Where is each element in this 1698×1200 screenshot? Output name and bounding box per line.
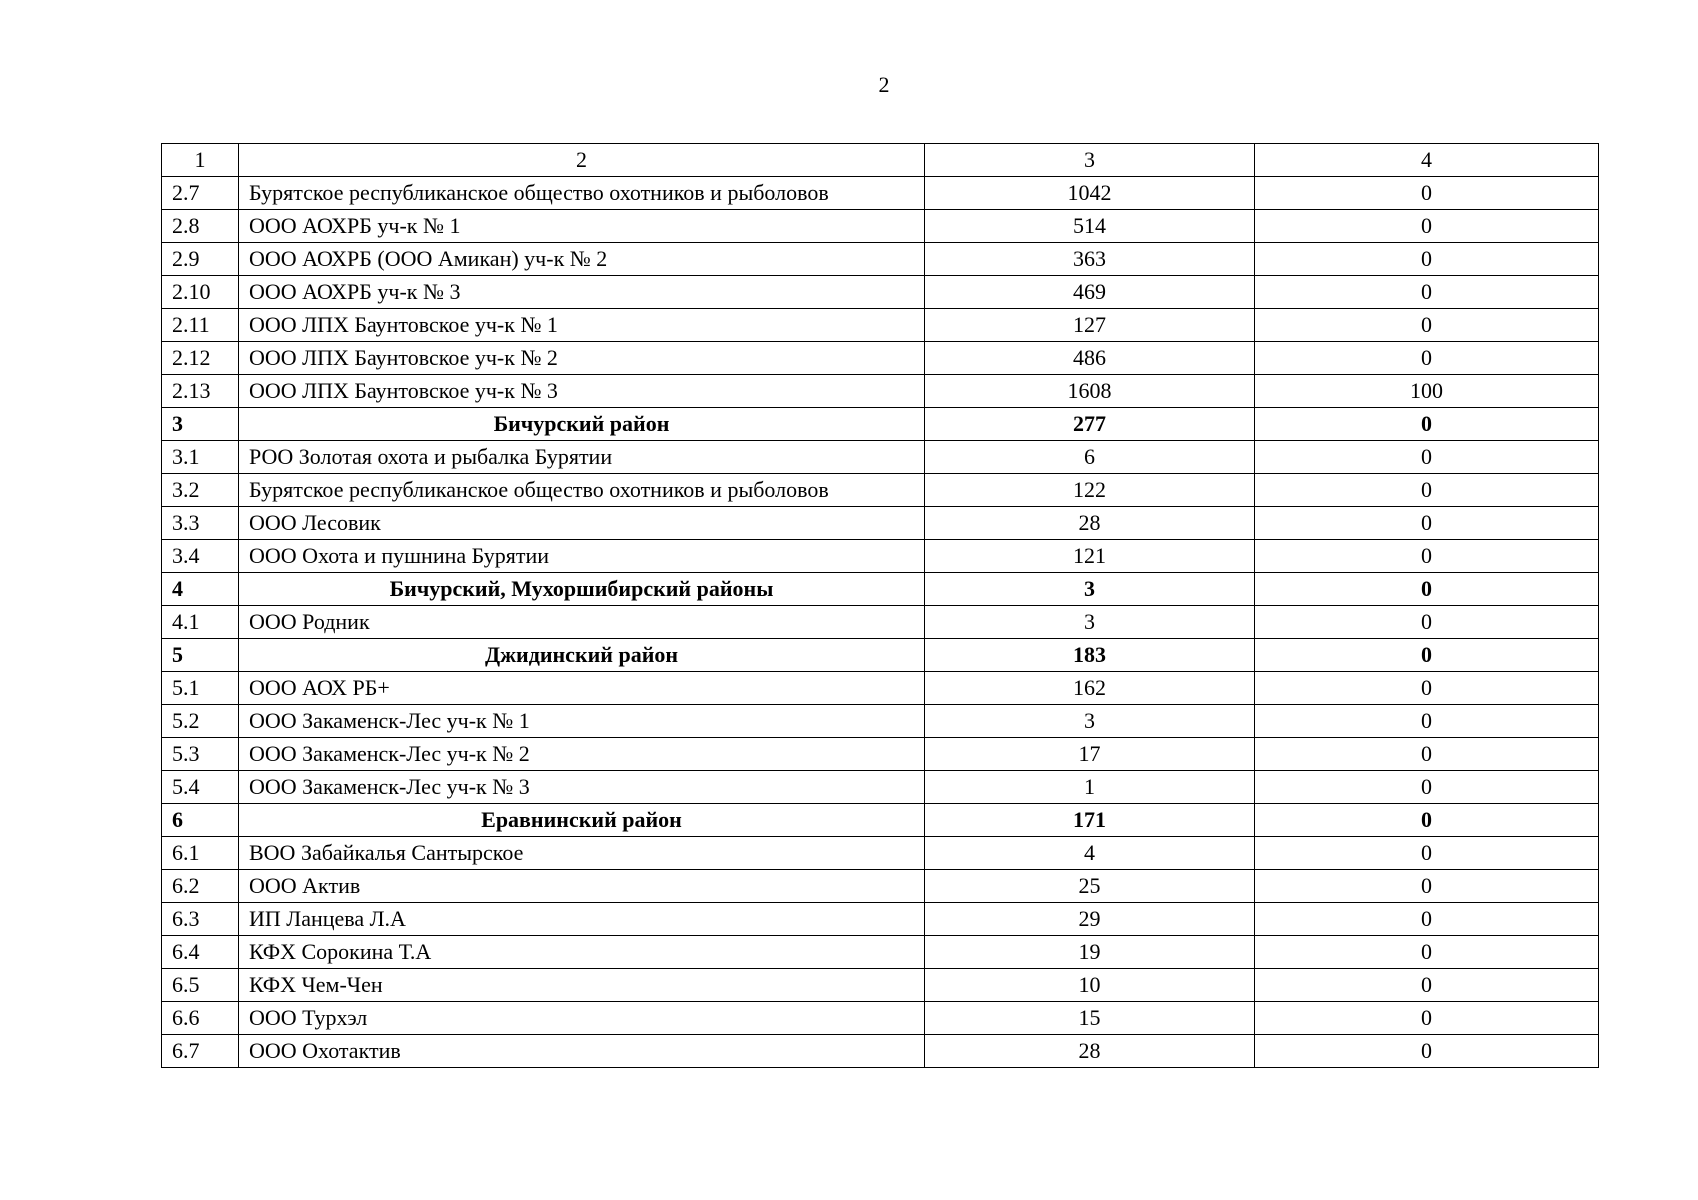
row-value-col3-cell: 277 <box>925 408 1255 441</box>
row-value-col3-cell: 183 <box>925 639 1255 672</box>
row-name-cell: Еравнинский район <box>239 804 925 837</box>
header-cell-2: 2 <box>239 144 925 177</box>
row-value-col4-cell: 0 <box>1255 210 1599 243</box>
table-row <box>162 276 1599 309</box>
row-number-cell: 6.6 <box>162 1002 239 1035</box>
row-number-cell: 5.3 <box>162 738 239 771</box>
row-value-col3-cell: 514 <box>925 210 1255 243</box>
row-value-col4-cell: 0 <box>1255 705 1599 738</box>
row-number-cell: 6.1 <box>162 837 239 870</box>
row-value-col3-cell: 469 <box>925 276 1255 309</box>
row-name-cell: ООО Закаменск-Лес уч-к № 3 <box>239 771 925 804</box>
row-value-col3-cell: 162 <box>925 672 1255 705</box>
row-name-cell: Бичурский район <box>239 408 925 441</box>
row-name-cell: ООО ЛПХ Баунтовское уч-к № 1 <box>239 309 925 342</box>
row-name-cell: ООО Закаменск-Лес уч-к № 2 <box>239 738 925 771</box>
row-value-col3-cell: 6 <box>925 441 1255 474</box>
table-row <box>162 936 1599 969</box>
row-value-col4-cell: 0 <box>1255 969 1599 1002</box>
row-number-cell: 3.1 <box>162 441 239 474</box>
row-number-cell: 2.11 <box>162 309 239 342</box>
table-row <box>162 243 1599 276</box>
row-value-col3-cell: 121 <box>925 540 1255 573</box>
table-section-row <box>162 408 1599 441</box>
row-number-cell: 3 <box>162 408 239 441</box>
data-table <box>161 143 1599 1068</box>
header-cell-3: 3 <box>925 144 1255 177</box>
table-row <box>162 210 1599 243</box>
row-value-col3-cell: 25 <box>925 870 1255 903</box>
row-value-col4-cell: 0 <box>1255 540 1599 573</box>
row-name-cell: ООО Охота и пушнина Бурятии <box>239 540 925 573</box>
row-number-cell: 5 <box>162 639 239 672</box>
row-value-col4-cell: 0 <box>1255 903 1599 936</box>
table-row <box>162 837 1599 870</box>
row-value-col4-cell: 0 <box>1255 243 1599 276</box>
row-value-col3-cell: 1 <box>925 771 1255 804</box>
row-number-cell: 4.1 <box>162 606 239 639</box>
row-value-col3-cell: 127 <box>925 309 1255 342</box>
row-value-col4-cell: 0 <box>1255 837 1599 870</box>
row-value-col3-cell: 19 <box>925 936 1255 969</box>
row-name-cell: ООО Актив <box>239 870 925 903</box>
row-value-col4-cell: 0 <box>1255 177 1599 210</box>
page-number: 2 <box>878 72 890 97</box>
row-value-col3-cell: 10 <box>925 969 1255 1002</box>
row-value-col4-cell: 0 <box>1255 672 1599 705</box>
row-number-cell: 2.10 <box>162 276 239 309</box>
row-name-cell: ООО Турхэл <box>239 1002 925 1035</box>
header-cell-1: 1 <box>162 144 239 177</box>
row-value-col4-cell: 0 <box>1255 474 1599 507</box>
table-row <box>162 441 1599 474</box>
header-row <box>162 144 1599 177</box>
row-number-cell: 4 <box>162 573 239 606</box>
row-value-col4-cell: 0 <box>1255 507 1599 540</box>
row-name-cell: РОО Золотая охота и рыбалка Бурятии <box>239 441 925 474</box>
header-cell-4: 4 <box>1255 144 1599 177</box>
row-value-col4-cell: 0 <box>1255 804 1599 837</box>
row-value-col4-cell: 0 <box>1255 276 1599 309</box>
table-row <box>162 903 1599 936</box>
row-name-cell: Бичурский, Мухоршибирский районы <box>239 573 925 606</box>
row-value-col4-cell: 0 <box>1255 738 1599 771</box>
table-row <box>162 375 1599 408</box>
row-value-col3-cell: 3 <box>925 606 1255 639</box>
row-number-cell: 2.7 <box>162 177 239 210</box>
row-number-cell: 3.4 <box>162 540 239 573</box>
row-value-col3-cell: 1042 <box>925 177 1255 210</box>
table-row <box>162 672 1599 705</box>
row-name-cell: Бурятское республиканское общество охотников и рыболовов <box>239 474 925 507</box>
row-value-col3-cell: 171 <box>925 804 1255 837</box>
row-number-cell: 6.4 <box>162 936 239 969</box>
row-name-cell: ВОО Забайкалья Сантырское <box>239 837 925 870</box>
row-value-col4-cell: 0 <box>1255 639 1599 672</box>
table-row <box>162 1035 1599 1068</box>
row-number-cell: 6.5 <box>162 969 239 1002</box>
row-name-cell: ООО ЛПХ Баунтовское уч-к № 3 <box>239 375 925 408</box>
table-row <box>162 771 1599 804</box>
row-number-cell: 5.1 <box>162 672 239 705</box>
row-name-cell: ИП Ланцева Л.А <box>239 903 925 936</box>
table-body <box>162 144 1599 1068</box>
row-name-cell: Джидинский район <box>239 639 925 672</box>
row-name-cell: Бурятское республиканское общество охотников и рыболовов <box>239 177 925 210</box>
row-number-cell: 3.2 <box>162 474 239 507</box>
row-name-cell: ООО Родник <box>239 606 925 639</box>
row-name-cell: КФХ Сорокина Т.А <box>239 936 925 969</box>
row-name-cell: ООО Лесовик <box>239 507 925 540</box>
row-name-cell: ООО Закаменск-Лес уч-к № 1 <box>239 705 925 738</box>
row-name-cell: КФХ Чем-Чен <box>239 969 925 1002</box>
row-value-col3-cell: 1608 <box>925 375 1255 408</box>
row-name-cell: ООО АОХРБ (ООО Амикан) уч-к № 2 <box>239 243 925 276</box>
row-value-col3-cell: 29 <box>925 903 1255 936</box>
row-number-cell: 2.13 <box>162 375 239 408</box>
row-value-col4-cell: 0 <box>1255 408 1599 441</box>
row-value-col4-cell: 0 <box>1255 309 1599 342</box>
row-value-col4-cell: 0 <box>1255 606 1599 639</box>
row-number-cell: 5.2 <box>162 705 239 738</box>
row-number-cell: 3.3 <box>162 507 239 540</box>
row-name-cell: ООО АОХРБ уч-к № 3 <box>239 276 925 309</box>
row-number-cell: 5.4 <box>162 771 239 804</box>
row-value-col3-cell: 4 <box>925 837 1255 870</box>
row-name-cell: ООО АОХ РБ+ <box>239 672 925 705</box>
row-value-col4-cell: 0 <box>1255 441 1599 474</box>
row-value-col4-cell: 0 <box>1255 342 1599 375</box>
table-section-row <box>162 573 1599 606</box>
table-row <box>162 540 1599 573</box>
row-value-col4-cell: 0 <box>1255 771 1599 804</box>
table-row <box>162 342 1599 375</box>
row-value-col4-cell: 0 <box>1255 1035 1599 1068</box>
row-number-cell: 6.2 <box>162 870 239 903</box>
table-row <box>162 738 1599 771</box>
table-row <box>162 309 1599 342</box>
table-section-row <box>162 804 1599 837</box>
table-row <box>162 969 1599 1002</box>
table-section-row <box>162 639 1599 672</box>
row-value-col3-cell: 486 <box>925 342 1255 375</box>
row-value-col4-cell: 0 <box>1255 1002 1599 1035</box>
row-name-cell: ООО АОХРБ уч-к № 1 <box>239 210 925 243</box>
row-value-col3-cell: 28 <box>925 1035 1255 1068</box>
row-value-col3-cell: 122 <box>925 474 1255 507</box>
row-value-col4-cell: 0 <box>1255 573 1599 606</box>
row-number-cell: 2.9 <box>162 243 239 276</box>
row-value-col4-cell: 100 <box>1255 375 1599 408</box>
row-name-cell: ООО ЛПХ Баунтовское уч-к № 2 <box>239 342 925 375</box>
row-number-cell: 6.7 <box>162 1035 239 1068</box>
table-row <box>162 177 1599 210</box>
table-row <box>162 606 1599 639</box>
table-row <box>162 1002 1599 1035</box>
table-row <box>162 705 1599 738</box>
table-row <box>162 870 1599 903</box>
row-value-col3-cell: 3 <box>925 573 1255 606</box>
row-value-col3-cell: 28 <box>925 507 1255 540</box>
table-row <box>162 474 1599 507</box>
row-number-cell: 2.8 <box>162 210 239 243</box>
row-name-cell: ООО Охотактив <box>239 1035 925 1068</box>
row-value-col3-cell: 3 <box>925 705 1255 738</box>
row-value-col3-cell: 15 <box>925 1002 1255 1035</box>
row-value-col4-cell: 0 <box>1255 870 1599 903</box>
table-row <box>162 507 1599 540</box>
row-value-col4-cell: 0 <box>1255 936 1599 969</box>
row-number-cell: 6 <box>162 804 239 837</box>
row-number-cell: 6.3 <box>162 903 239 936</box>
row-value-col3-cell: 363 <box>925 243 1255 276</box>
row-value-col3-cell: 17 <box>925 738 1255 771</box>
row-number-cell: 2.12 <box>162 342 239 375</box>
